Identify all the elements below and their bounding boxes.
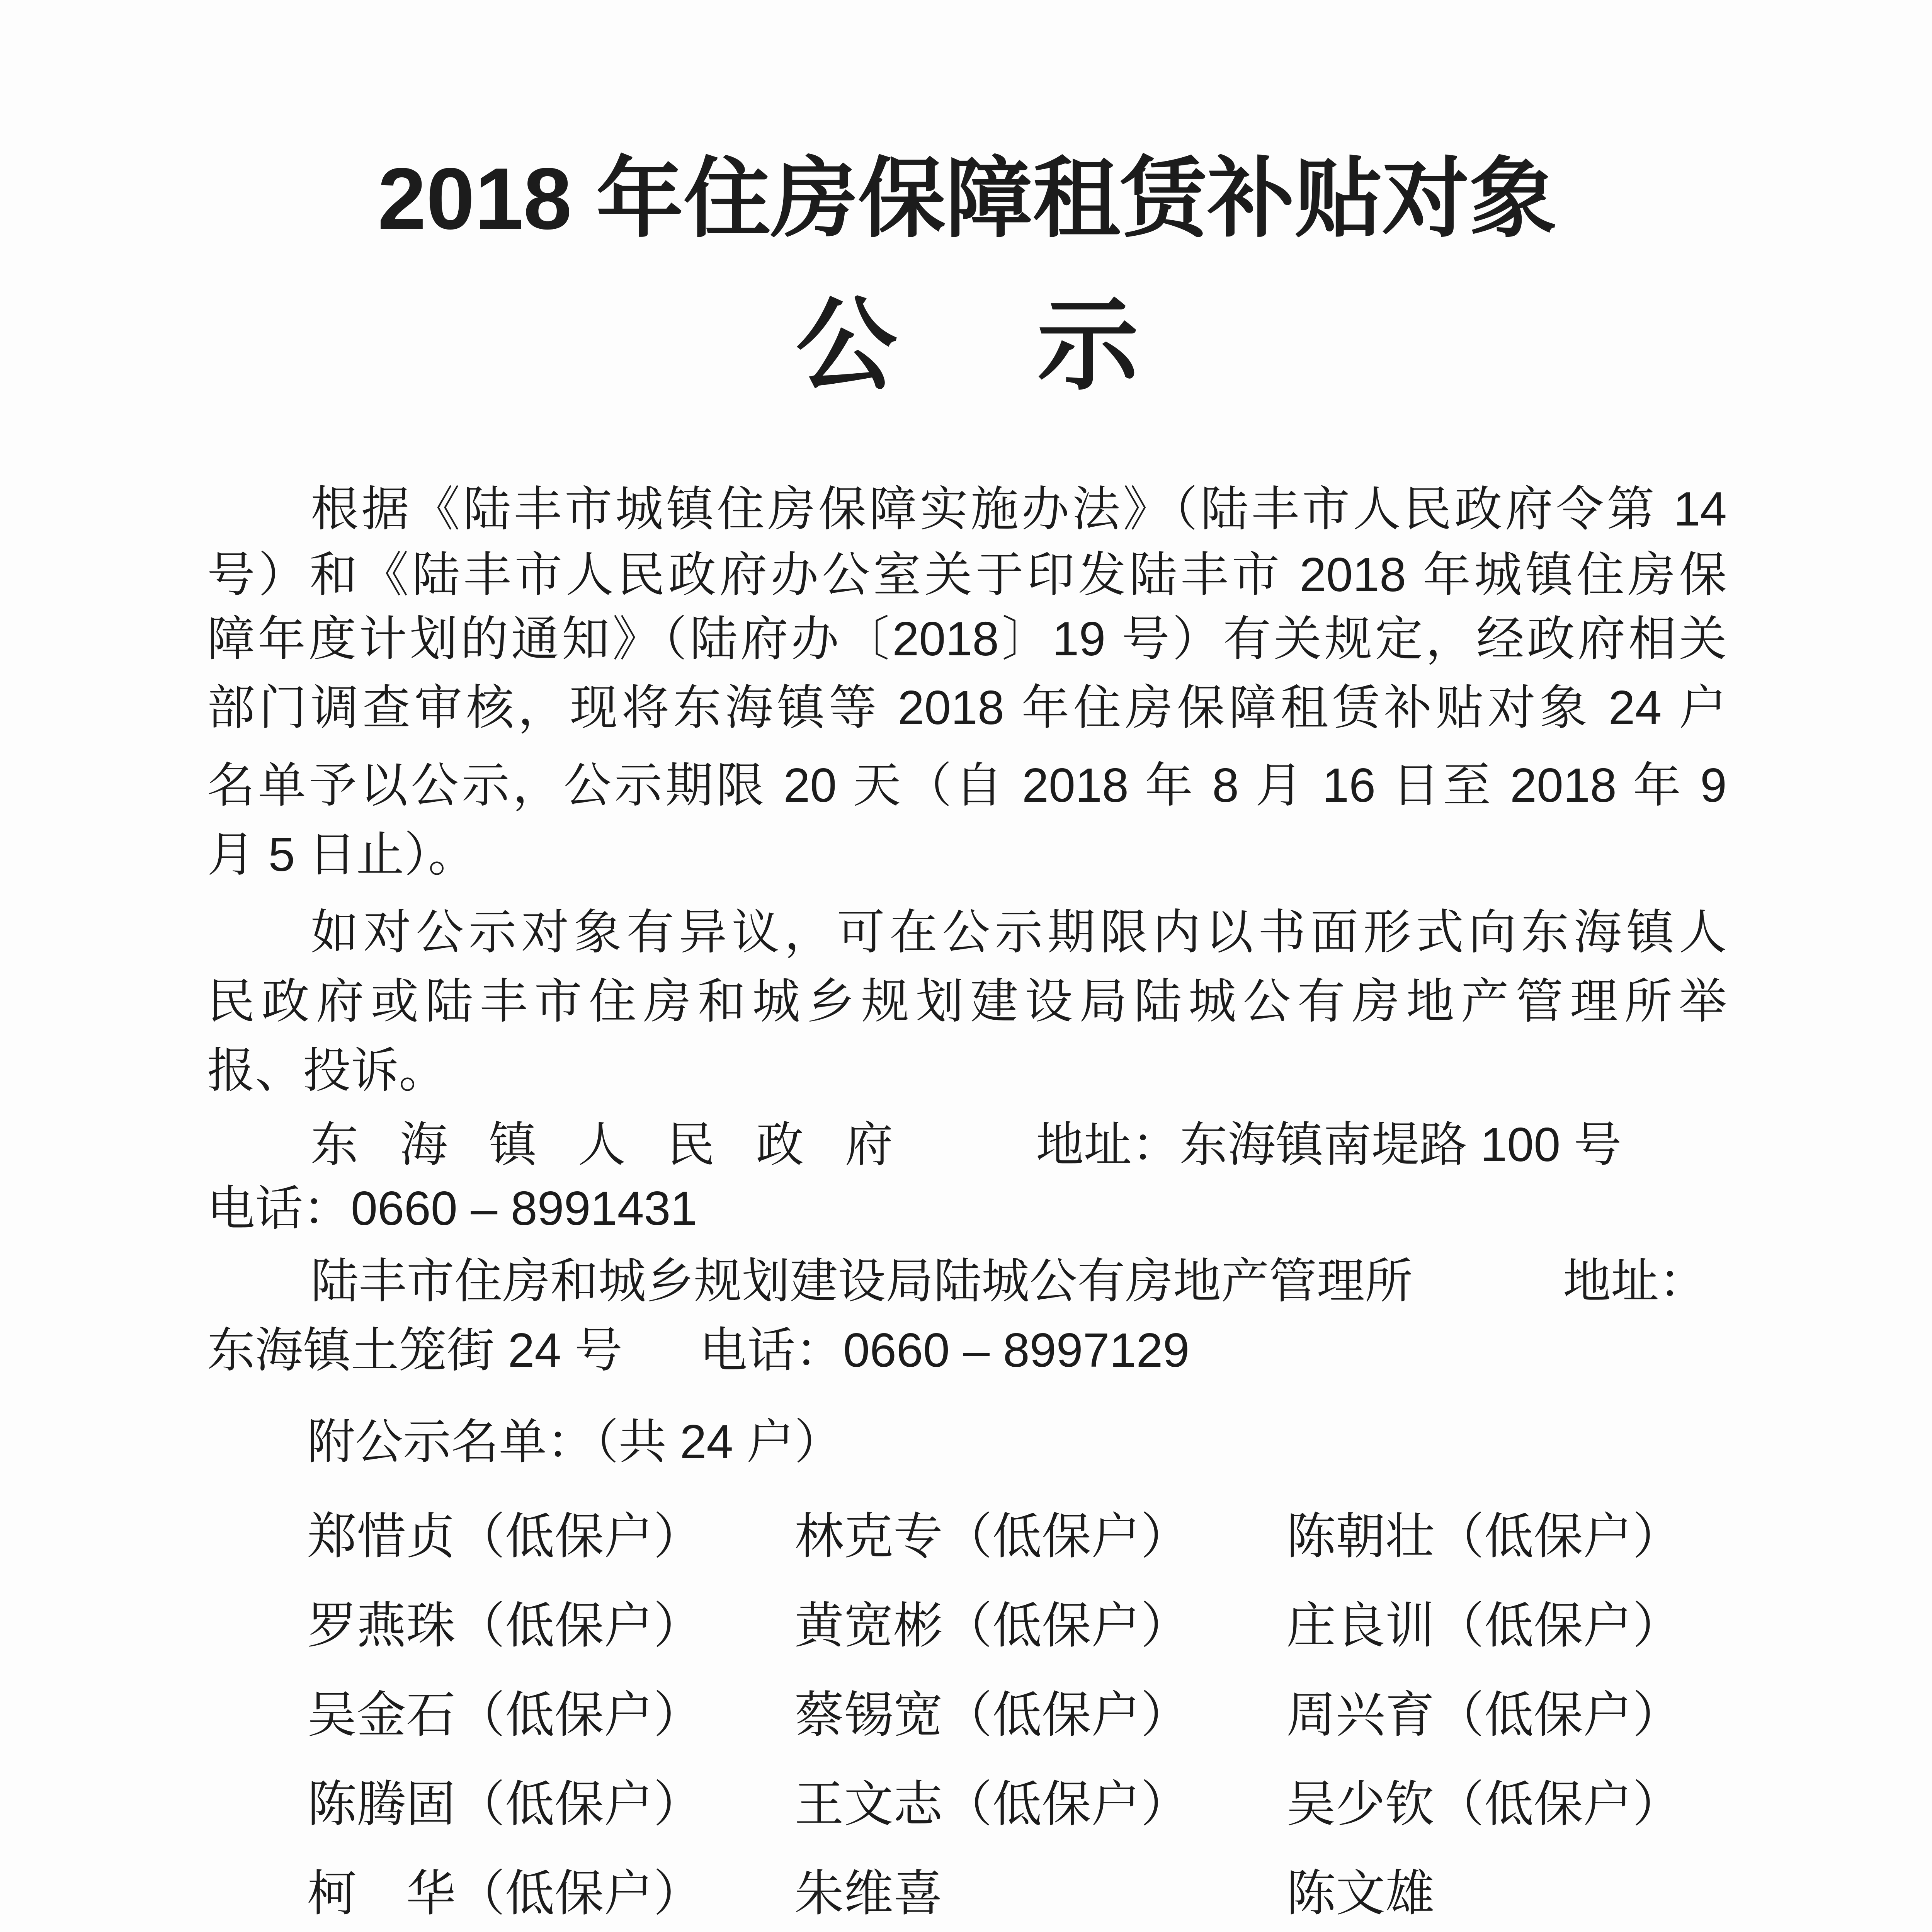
recipient-name: 黄宽彬（低保户）: [794, 1598, 1190, 1653]
recipient-name: 王文志（低保户）: [794, 1777, 1190, 1832]
recipient-name: 林克专（低保户）: [794, 1509, 1190, 1564]
paragraph-1-line-4: 部门调查审核，现将东海镇等 2018 年住房保障租赁补贴对象 24 户: [207, 681, 1727, 735]
recipient-name: 陈朝壮（低保户）: [1286, 1509, 1682, 1564]
paragraph-2-line-1: 如对公示对象有异议，可在公示期限内以书面形式向东海镇人: [311, 906, 1727, 959]
paragraph-1-line-6: 月 5 日止）。: [207, 828, 476, 881]
recipient-name: 柯 华（低保户）: [307, 1866, 703, 1921]
recipient-name: 陈腾固（低保户）: [307, 1777, 703, 1832]
paragraph-2-line-3: 报、投诉。: [207, 1044, 447, 1097]
recipient-name: 蔡锡宽（低保户）: [794, 1687, 1190, 1743]
recipient-name: 郑惜贞（低保户）: [307, 1509, 703, 1564]
recipient-name: 周兴育（低保户）: [1286, 1687, 1682, 1743]
contact-2-address: 东海镇土笼街 24 号: [207, 1324, 622, 1377]
paragraph-1-line-3: 障年度计划的通知》（陆府办〔2018〕19 号）有关规定，经政府相关: [207, 612, 1727, 666]
contact-2-address-label: 地址：: [1563, 1255, 1707, 1308]
paragraph-1-line-2: 号）和《陆丰市人民政府办公室关于印发陆丰市 2018 年城镇住房保: [207, 548, 1727, 602]
document-title: 2018 年住房保障租赁补贴对象: [378, 150, 1557, 247]
contact-2-org: 陆丰市住房和城乡规划建设局陆城公有房地产管理所: [311, 1255, 1413, 1308]
paragraph-2-line-2: 民政府或陆丰市住房和城乡规划建设局陆城公有房地产管理所举: [207, 975, 1727, 1028]
contact-1-address: 地址：东海镇南堤路 100 号: [1036, 1118, 1622, 1172]
contact-1-phone: 电话：0660 – 8991431: [207, 1182, 697, 1235]
paragraph-1-line-1: 根据《陆丰市城镇住房保障实施办法》（陆丰市人民政府令第 14: [311, 483, 1727, 536]
recipient-name: 吴少钦（低保户）: [1286, 1777, 1682, 1832]
list-heading: 附公示名单：（共 24 户）: [307, 1415, 842, 1469]
contact-1-org: 东 海 镇 人 民 政 府: [311, 1118, 907, 1172]
paragraph-1-line-5: 名单予以公示，公示期限 20 天（自 2018 年 8 月 16 日至 2018 年 9: [207, 759, 1727, 812]
document-subtitle: 公 示: [796, 289, 1195, 402]
recipient-name: 吴金石（低保户）: [307, 1687, 703, 1743]
recipient-name: 朱维喜: [794, 1866, 943, 1921]
recipient-name: 陈文雄: [1286, 1866, 1435, 1921]
recipient-name: 罗燕珠（低保户）: [307, 1598, 703, 1653]
recipient-name: 庄良训（低保户）: [1286, 1598, 1682, 1653]
recipient-list: [307, 1506, 1731, 1932]
contact-2-phone: 电话：0660 – 8997129: [699, 1324, 1190, 1377]
